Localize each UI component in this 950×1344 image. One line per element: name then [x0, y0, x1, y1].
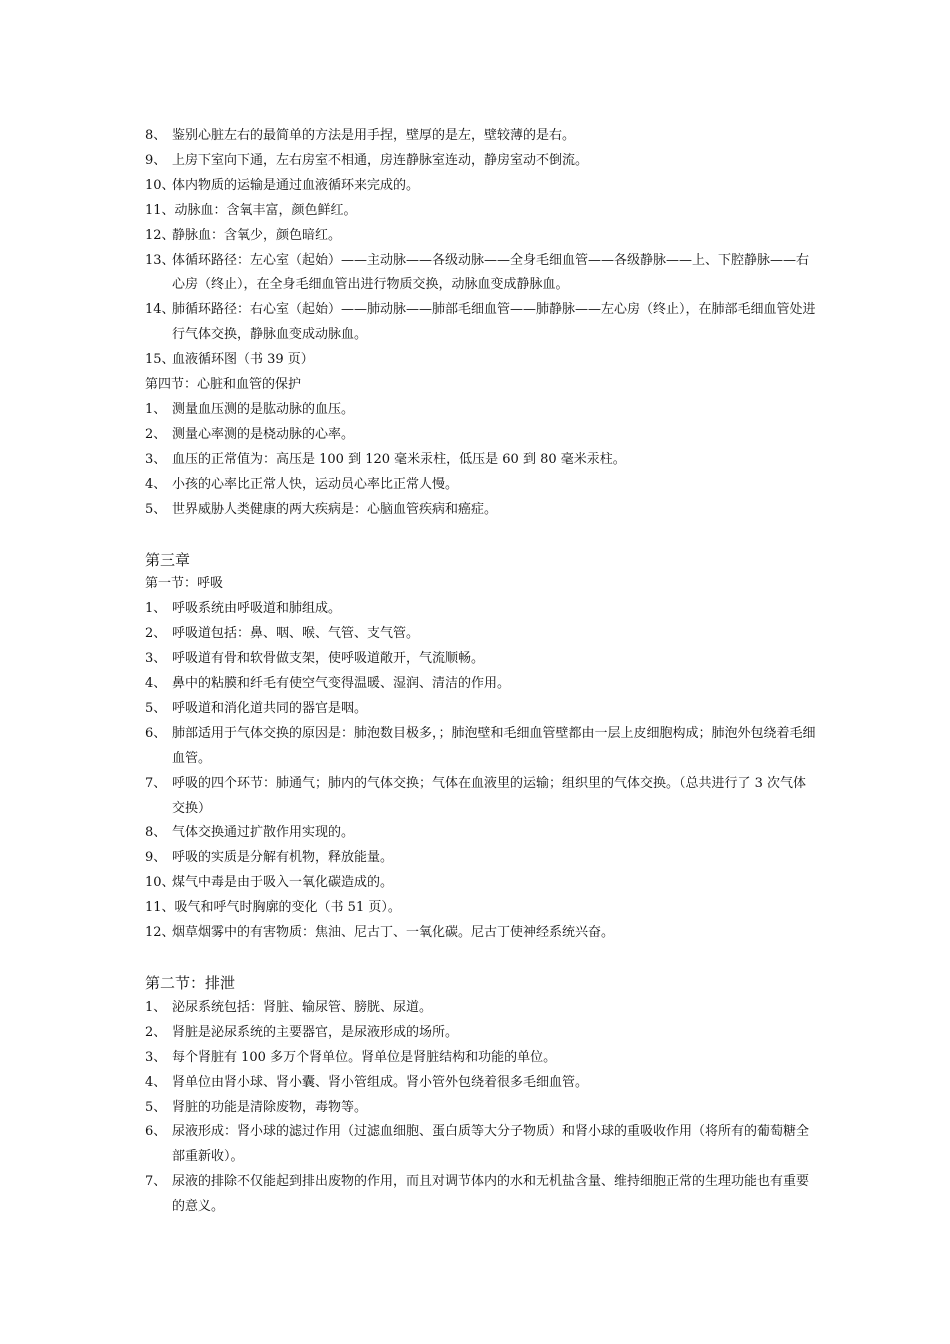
chapter-heading: 第三章 [145, 550, 191, 569]
list-item-text: 每个肾脏有 100 多万个肾单位。肾单位是肾脏结构和功能的单位。 [172, 1049, 557, 1065]
list-item [145, 697, 817, 722]
list-item [145, 298, 817, 348]
list-item [145, 348, 817, 373]
list-item-number: 4、 [145, 1074, 167, 1090]
list-item-text: 上房下室向下通，左右房室不相通，房连静脉室连动，静房室动不倒流。 [172, 152, 589, 168]
list-item-text: 烟草烟雾中的有害物质：焦油、尼古丁、一氧化碳。尼古丁使神经系统兴奋。 [172, 925, 615, 941]
list-item-number: 2、 [145, 426, 167, 442]
list-item [145, 124, 817, 149]
chapter-heading: 第二节：排泄 [145, 974, 236, 992]
list-item-number: 7、 [145, 1174, 167, 1190]
list-item [145, 921, 817, 946]
list-item [145, 1170, 817, 1220]
list-item-number: 3、 [145, 1049, 167, 1065]
list-item [145, 871, 817, 896]
list-item-number: 1、 [145, 401, 167, 417]
list-item-text: 静脉血：含氧少，颜色暗红。 [172, 227, 342, 243]
list-item-number: 8、 [145, 128, 167, 143]
list-item-text: 动脉血：含氧丰富，颜色鲜红。 [174, 202, 357, 218]
list-item-text: 测量血压测的是肱动脉的血压。 [172, 401, 355, 417]
list-item [145, 498, 817, 523]
list-item-text: 呼吸的四个环节：肺通气；肺内的气体交换；气体在血液里的运输；组织里的气体交换。（总共进行了 3 次气体交换） [172, 775, 807, 816]
list-item-text: 呼吸道包括：鼻、咽、喉、气管、支气管。 [172, 626, 420, 642]
list-item [145, 149, 817, 174]
list-item [145, 423, 817, 448]
list-item [145, 224, 817, 249]
list-item-number: 15、 [145, 352, 175, 368]
list-item-number: 5、 [145, 700, 167, 716]
list-item [145, 448, 817, 473]
list-item-number: 11、 [145, 900, 175, 916]
list-item-text: 尿液的排除不仅能起到排出废物的作用，而且对调节体内的水和无机盐含量、维持细胞正常的生理功能也有重要的意义。 [172, 1174, 810, 1215]
list-item [145, 1071, 817, 1096]
list-item-text: 测量心率测的是桡动脉的心率。 [172, 426, 355, 442]
list-item-number: 11、 [145, 202, 175, 218]
list-item-text: 煤气中毒是由于吸入一氧化碳造成的。 [172, 875, 394, 891]
list-item-number: 10、 [145, 177, 175, 193]
list-item [145, 896, 817, 921]
list-item-text: 肾脏是泌尿系统的主要器官，是尿液形成的场所。 [172, 1024, 459, 1040]
list-item-number: 10、 [145, 875, 175, 891]
list-item-number: 3、 [145, 651, 167, 667]
list-item-number: 6、 [145, 1124, 167, 1140]
list-item-text: 血压的正常值为：高压是 100 到 120 毫米汞柱，低压是 60 到 80 毫米汞柱。 [172, 451, 626, 467]
list-item [145, 647, 817, 672]
list-item-text: 鉴别心脏左右的最简单的方法是用手捏，壁厚的是左，壁较薄的是右。 [172, 128, 576, 143]
list-item-number: 9、 [145, 850, 167, 866]
list-item-text: 肾脏的功能是清除废物，毒物等。 [172, 1099, 368, 1115]
list-item-text: 肺部适用于气体交换的原因是：肺泡数目极多，；肺泡壁和毛细血管壁都由一层上皮细胞构成；肺泡外包绕着毛细血管。 [172, 725, 816, 766]
list-item [145, 174, 817, 199]
list-item-text: 体循环路径：左心室（起始）——主动脉——各级动脉——全身毛细血管——各级静脉——上、下腔静脉——右心房（终止），在全身毛细血管出进行物质交换，动脉血变成静脉血。 [172, 252, 810, 293]
list-item-number: 14、 [145, 302, 175, 318]
list-item [145, 622, 817, 647]
list-item-number: 1、 [145, 601, 167, 617]
list-item-number: 1、 [145, 999, 167, 1015]
list-item-number: 5、 [145, 501, 167, 517]
list-item-text: 吸气和呼气时胸廓的变化（书 51 页）。 [174, 900, 401, 916]
list-item [145, 772, 817, 822]
list-item-number: 4、 [145, 476, 167, 492]
list-item [145, 199, 817, 224]
list-item-text: 呼吸的实质是分解有机物，释放能量。 [172, 850, 394, 866]
list-item-number: 12、 [145, 925, 175, 941]
list-item-number: 4、 [145, 676, 167, 692]
list-item-number: 7、 [145, 775, 167, 791]
list-item [145, 473, 817, 498]
list-item [145, 996, 817, 1021]
list-item-text: 体内物质的运输是通过血液循环来完成的。 [172, 177, 420, 193]
section-heading: 第一节：呼吸 [145, 576, 224, 592]
list-item [145, 1021, 817, 1046]
list-item [145, 821, 817, 846]
list-item [145, 597, 817, 622]
list-item-number: 3、 [145, 451, 167, 467]
list-item [145, 722, 817, 772]
list-item-text: 肾单位由肾小球、肾小囊、肾小管组成。肾小管外包绕着很多毛细血管。 [172, 1074, 589, 1090]
list-item-text: 气体交换通过扩散作用实现的。 [172, 825, 355, 841]
list-item [145, 398, 817, 423]
list-item [145, 1046, 817, 1071]
list-item-number: 5、 [145, 1099, 167, 1115]
list-item-number: 13、 [145, 252, 175, 268]
list-item [145, 672, 817, 697]
list-item-text: 小孩的心率比正常人快，运动员心率比正常人慢。 [172, 476, 459, 492]
document-body [145, 124, 817, 1220]
list-item [145, 846, 817, 871]
list-item-number: 2、 [145, 1024, 167, 1040]
list-item-number: 2、 [145, 626, 167, 642]
list-item-number: 12、 [145, 227, 175, 243]
list-item-number: 8、 [145, 825, 167, 841]
list-item-text: 泌尿系统包括：肾脏、输尿管、膀胱、尿道。 [172, 999, 433, 1015]
list-item-text: 呼吸系统由呼吸道和肺组成。 [172, 601, 342, 617]
list-item-number: 9、 [145, 152, 167, 168]
list-item [145, 249, 817, 299]
list-item-text: 血液循环图（书 39 页） [172, 352, 314, 368]
list-item [145, 1096, 817, 1121]
list-item-text: 肺循环路径：右心室（起始）——肺动脉——肺部毛细血管——肺静脉——左心房（终止），在肺部毛细血管处进行气体交换，静脉血变成动脉血。 [172, 302, 816, 343]
list-item-text: 世界威胁人类健康的两大疾病是：心脑血管疾病和癌症。 [172, 501, 498, 517]
list-item-text: 鼻中的粘膜和纤毛有使空气变得温暖、湿润、清洁的作用。 [172, 676, 511, 692]
list-item-text: 呼吸道有骨和软骨做支架，使呼吸道敞开，气流顺畅。 [172, 651, 485, 667]
list-item [145, 1120, 817, 1170]
section-heading: 第四节：心脏和血管的保护 [145, 377, 302, 393]
list-item-number: 6、 [145, 725, 167, 741]
list-item-text: 呼吸道和消化道共同的器官是咽。 [172, 700, 368, 716]
list-item-text: 尿液形成：肾小球的滤过作用（过滤血细胞、蛋白质等大分子物质）和肾小球的重吸收作用（将所有的葡萄糖全部重新收）。 [172, 1124, 810, 1165]
